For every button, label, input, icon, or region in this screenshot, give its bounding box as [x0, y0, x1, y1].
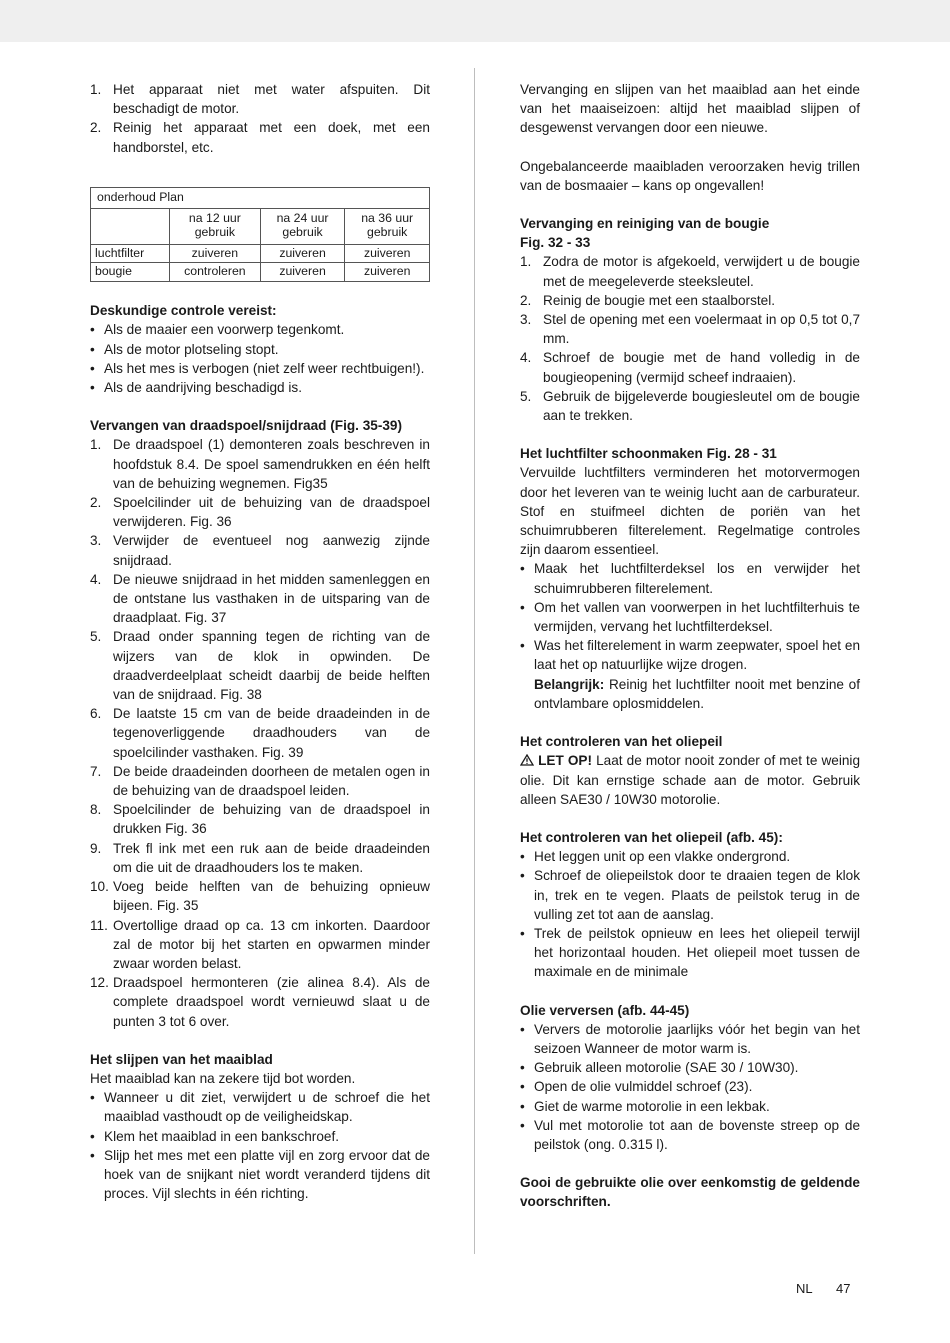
- list-item: • Als de maaier een voorwerp tegenkomt.: [90, 322, 345, 338]
- list-item: 5. Gebruik de bijgeleverde bougiesleutel om de bougie aan te trekken.: [520, 388, 860, 424]
- cleaning-list: [90, 80, 430, 157]
- list-item: 2. Reinig het apparaat met een doek, met een handborstel, etc.: [90, 120, 430, 155]
- paragraph: Ongebalanceerde maaibladen veroorzaken hevig trillen van de bosmaaier – kans op ongevallen!: [520, 158, 860, 193]
- left-column: [90, 80, 430, 1203]
- list-item: • Het leggen unit op een vlakke ondergrond.: [520, 849, 791, 865]
- section-heading: Het controleren van het oliepeil (afb. 45):: [520, 829, 783, 845]
- list-item: • Als het mes is verbogen (niet zelf weer rechtbuigen!).: [90, 360, 425, 376]
- paragraph: Het maaiblad kan na zekere tijd bot worden.: [90, 1070, 356, 1086]
- row-label: bougie: [91, 263, 170, 282]
- table-cell: zuiveren: [345, 244, 430, 263]
- list-item: • Maak het luchtfilterdeksel los en verwijder het schuimrubberen filterelement.: [520, 561, 860, 596]
- top-band: [0, 0, 950, 42]
- final-note: Gooi de gebruikte olie over eenkomstig de geldende voorschriften.: [520, 1175, 860, 1210]
- list-item: 2. Reinig de bougie met een staalborstel.: [520, 292, 775, 308]
- list-item: • Als de aandrijving beschadigd is.: [90, 380, 302, 396]
- column-divider: [474, 68, 475, 1254]
- list-item: 10. Voeg beide helften van de behuizing opnieuw bijeen. Fig. 35: [90, 879, 430, 914]
- paragraph: Vervanging en slijpen van het maaiblad aan het einde van het maaiseizoen: altijd het maaiblad slijpen of desgewenst vervangen door een nieuwe.: [520, 82, 860, 136]
- sparkplug-list: [520, 252, 860, 425]
- list-item: 3. Stel de opening met een voelermaat in op 0,5 tot 0,7 mm.: [520, 312, 860, 347]
- list-item: 1. Zodra de motor is afgekoeld, verwijdert u de bougie met de meegeleverde steeksleutel.: [520, 254, 860, 289]
- section-heading: Vervangen van draadspoel/snijdraad (Fig. 35-39): [90, 418, 403, 434]
- right-column: [520, 80, 860, 1212]
- list-item: 12. Draadspoel hermonteren (zie alinea 8.4). Als de complete draadspoel wordt vernieuwd slaat u de punten 3 tot 6 over.: [90, 975, 430, 1029]
- list-item: • Giet de warme motorolie in een lekbak.: [520, 1098, 770, 1114]
- list-item: • Wanneer u dit ziet, verwijdert u de schroef die het maaiblad vasthoudt op de veiligheidskap.: [90, 1090, 430, 1125]
- table-header: na 36 uur gebruik: [345, 208, 430, 244]
- table-row: [91, 263, 430, 282]
- table-cell: controleren: [170, 263, 261, 282]
- table-title: onderhoud Plan: [91, 187, 430, 208]
- spool-list: [90, 435, 430, 1030]
- list-item: 6. De laatste 15 cm van de beide draadeinden in de tegenoverliggende draadhouders van de spoelcilinder vasthaken. Fig. 39: [90, 706, 430, 760]
- paragraph: Vervuilde luchtfilters verminderen het motorvermogen door het leveren van te weinig lucht aan de carburateur. Stof en stuifmeel dichten de poriën van het schuimrubberen filterelement. Regelmatige controles zijn daarom essentieel.: [520, 465, 860, 558]
- list-item: 11. Overtollige draad op ca. 13 cm inkorten. Daardoor zal de motor bij het starten en opwarmen minder zwaar worden belast.: [90, 917, 430, 971]
- list-item: • Trek de peilstok opnieuw en lees het oliepeil terwijl het horizontaal houden. Het oliepeil moet tussen de maximale en de minimale: [520, 925, 860, 980]
- warning-triangle-icon: [520, 751, 534, 770]
- list-item: 2. Spoelcilinder uit de behuizing van de draadspoel verwijderen. Fig. 36: [90, 495, 430, 530]
- section-heading: Het slijpen van het maaiblad: [90, 1051, 273, 1067]
- row-label: luchtfilter: [91, 244, 170, 263]
- section-heading: Olie verversen (afb. 44-45): [520, 1002, 690, 1018]
- list-item: • Als de motor plotseling stopt.: [90, 341, 279, 357]
- list-item: • Schroef de oliepeilstok door te draaien tegen de klok in, trek en te vegen. Plaats de peilstok terug in de vulling zet tot aan de aanslag.: [520, 868, 860, 922]
- filter-list: [520, 559, 860, 674]
- section-heading: Vervanging en reiniging van de bougie: [520, 216, 770, 232]
- table-header: na 24 uur gebruik: [260, 208, 345, 244]
- footer-language: NL: [796, 1281, 813, 1296]
- list-item: • Klem het maaiblad in een bankschroef.: [90, 1128, 340, 1144]
- list-item: • Vul met motorolie tot aan de bovenste streep op de peilstok (ong. 0.315 l).: [520, 1117, 860, 1152]
- list-item: 9. Trek fl ink met een ruk aan de beide draadeinden om die uit de draadhouders los te maken.: [90, 840, 430, 875]
- table-cell: zuiveren: [260, 263, 345, 282]
- section-heading: Het luchtfilter schoonmaken Fig. 28 - 31: [520, 446, 777, 462]
- oil-level-list: [520, 847, 860, 981]
- warning-paragraph: LET OP! Laat de motor nooit zonder of met te weinig olie. Dit kan ernstige schade aan de motor. Gebruik alleen SAE30 / 10W30 motorolie.: [520, 753, 861, 807]
- list-item: • Was het filterelement in warm zeepwater, spoel het en laat het op natuurlijke wijze drogen.: [520, 638, 860, 673]
- expert-list: [90, 320, 430, 397]
- list-item: 1. Het apparaat niet met water afspuiten. Dit beschadigt de motor.: [90, 82, 430, 117]
- list-item: • Slijp het mes met een platte vijl en zorg ervoor dat de hoek van de snijkant niet wordt veranderd tijdens dit proces. Vijl slechts in één richting.: [90, 1147, 430, 1202]
- list-item: 4. De nieuwe snijdraad in het midden samenleggen en de ontstane lus vasthaken in de uitsparing van de draadplaat. Fig. 37: [90, 571, 430, 626]
- important-note: Belangrijk: Reinig het luchtfilter nooit met benzine of ontvlambare oplosmiddelen.: [534, 676, 860, 711]
- figure-reference: Fig. 32 - 33: [520, 235, 591, 251]
- list-item: 7. De beide draadeinden doorheen de metalen ogen in de behuizing van de draadspoel leiden.: [90, 763, 430, 799]
- list-item: • Open de olie vulmiddel schroef (23).: [520, 1079, 753, 1095]
- list-item: • Ververs de motorolie jaarlijks vóór het begin van het seizoen Wanneer de motor warm is.: [520, 1021, 860, 1056]
- list-item: 1. De draadspoel (1) demonteren zoals beschreven in hoofdstuk 8.4. De spoel samendrukken en één helft van de behuizing wegnemen. Fig35: [90, 437, 430, 491]
- list-item: • Gebruik alleen motorolie (SAE 30 / 10W30).: [520, 1060, 799, 1076]
- table-cell: zuiveren: [345, 263, 430, 282]
- list-item: 4. Schroef de bougie met de hand volledig in de bougieopening (vermijd scheef indraaien).: [520, 350, 860, 385]
- list-item: 5. Draad onder spanning tegen de richting van de wijzers van de klok in opwinden. De draadverdeelplaat scheidt daarbij de beide helften van de snijdraad. Fig. 38: [90, 629, 430, 703]
- list-item: 3. Verwijder de eventueel nog aanwezig zijnde snijdraad.: [90, 533, 430, 568]
- blade-list: [90, 1088, 430, 1203]
- table-corner: [91, 208, 170, 244]
- list-item: 8. Spoelcilinder de behuizing van de draadspoel in drukken Fig. 36: [90, 802, 430, 837]
- page-number: 47: [836, 1281, 851, 1296]
- table-row: [91, 244, 430, 263]
- table-header: na 12 uur gebruik: [170, 208, 261, 244]
- oil-change-list: [520, 1020, 860, 1154]
- list-item: • Om het vallen van voorwerpen in het luchtfilterhuis te vermijden, vervang het luchtfilterdeksel.: [520, 599, 860, 635]
- section-heading: Deskundige controle vereist:: [90, 303, 277, 319]
- maintenance-table: [90, 187, 430, 282]
- table-cell: zuiveren: [170, 244, 261, 263]
- section-heading: Het controleren van het oliepeil: [520, 734, 723, 750]
- table-cell: zuiveren: [260, 244, 345, 263]
